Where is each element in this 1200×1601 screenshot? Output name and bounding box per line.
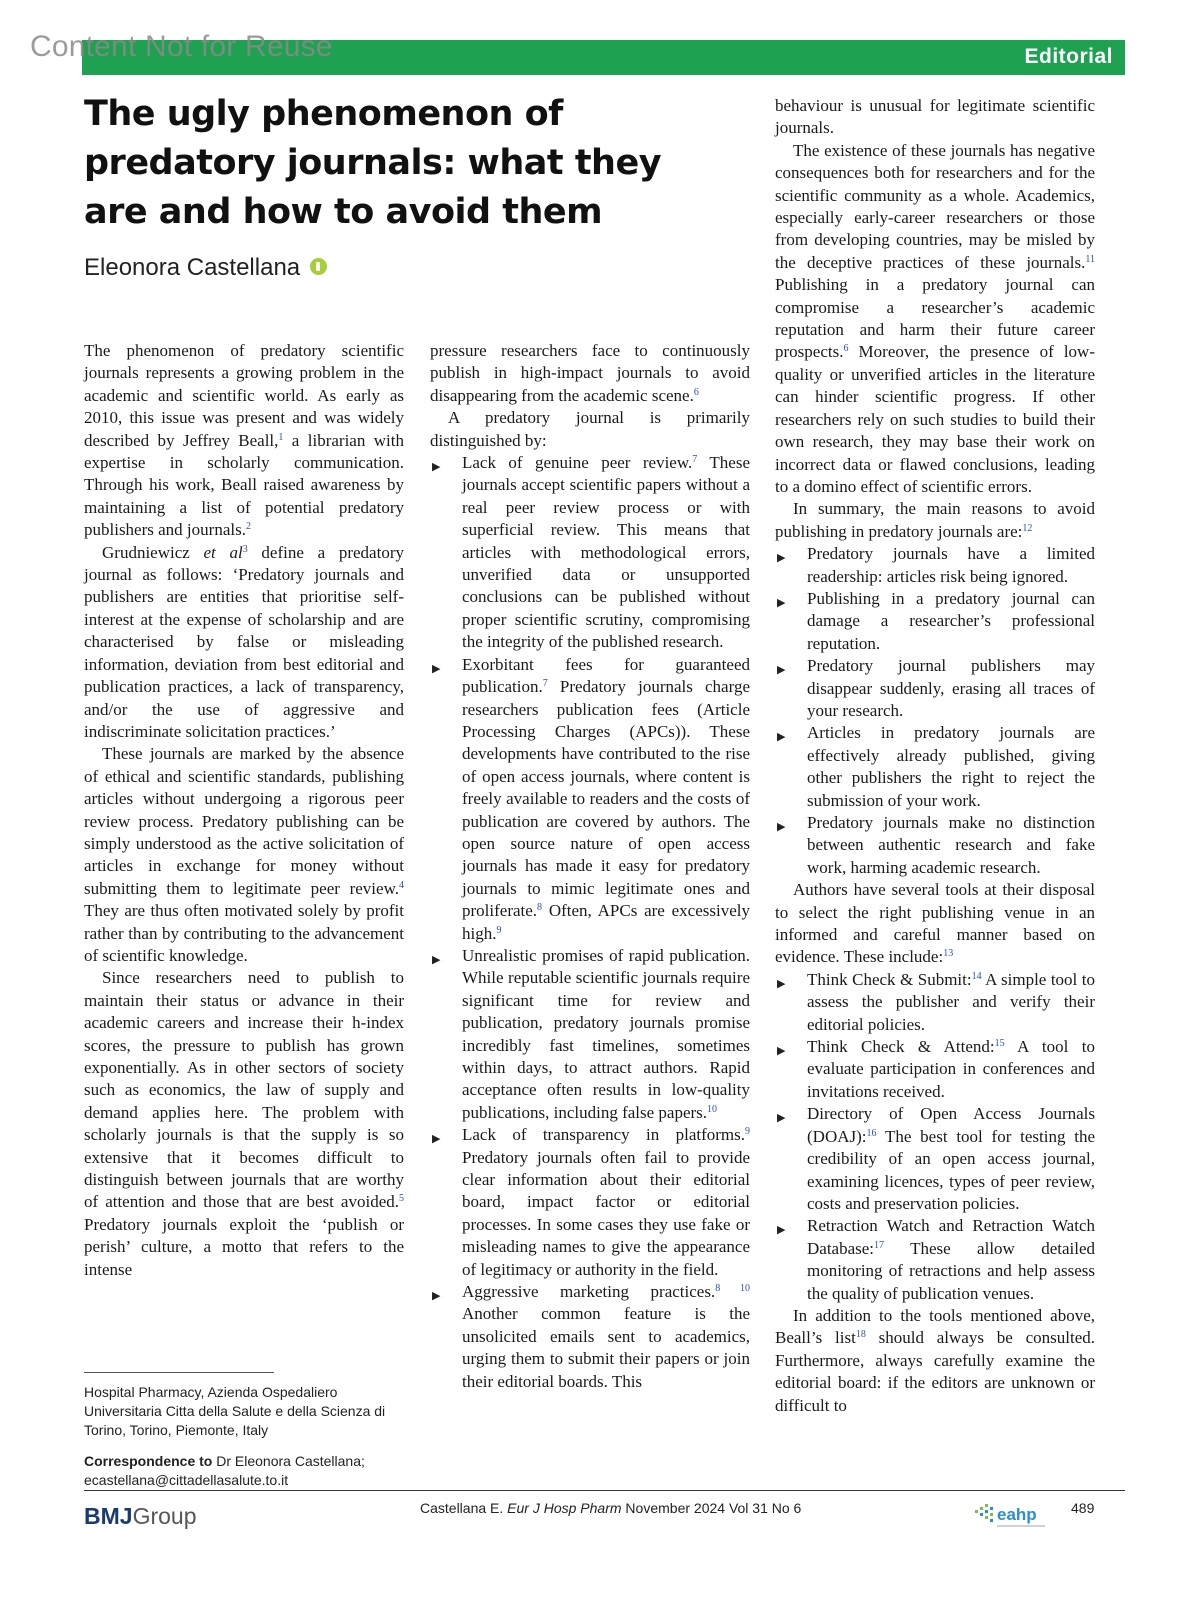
eahp-logo — [975, 1500, 1055, 1532]
ref-link[interactable]: 7 — [692, 454, 698, 466]
paragraph: The existence of these journals has negative consequences both for researchers and for the scientific community as a whole. Academics, especially early-career researchers or those from developing countries, may be misled by the deceptive practices of these journals.$^{11}$ Publishing in a predatory journal can compromise a researcher’s academic reputation and harm their future career prospects.$^6$ Moreover, the presence of low-quality or unverified articles in the literature can hinder scientific progress. If other researchers rely on such studies to build their own research, they may base their work on incorrect data or flawed conclusions, leading to a domino effect of scientific errors. — [775, 140, 1095, 496]
ref-link[interactable]: 6 — [843, 343, 849, 355]
ref-link[interactable]: 8 — [537, 902, 543, 914]
affiliation-block — [84, 1383, 404, 1490]
paragraph: A predatory journal is primarily distinguished by: — [430, 408, 750, 450]
footer-citation: Castellana E. Eur J Hosp Pharm November 2024 Vol 31 No 6 — [420, 1500, 802, 1516]
ref-link[interactable]: 17 — [874, 1239, 885, 1251]
ref-link[interactable]: 9 — [745, 1126, 750, 1138]
eahp-mark-icon — [975, 1504, 993, 1522]
paragraph: Grudniewicz et $al^3$ define a predatory journal as follows: ‘Predatory journals and publishers are entities that prioritise self-interest at the expense of scholarship and are characterised by false or misleading information, deviation from best editorial and publication practices, a lack of transparency, and/or the use of aggressive and indiscriminate solicitation practices.’ — [84, 542, 404, 741]
column-3 — [775, 95, 1095, 1417]
footer-divider — [84, 1490, 1125, 1491]
list-item: ▶ Think Check & Submit:$^{14}$ A simple tool to assess the publisher and verify their editorial policies. — [775, 969, 1095, 1036]
list-item: ▶ Lack of transparency in platforms.$^9$ Predatory journals often fail to provide clear information about their editorial board, impact factor or editorial processes. In some cases they use fake or misleading names to give the appearance of legitimacy or authority in the field. — [430, 1124, 750, 1281]
paragraph: The phenomenon of predatory scientific journals represents a growing problem in the academic and scientific world. As early as 2010, this issue was present and was widely described by Jeffrey Beall,$^1$ a librarian with expertise in scholarly communication. Through his work, Beall raised awareness by maintaining a list of potential predatory publishers and journals.$^2$ — [84, 341, 404, 540]
ref-link[interactable]: 12 — [1022, 522, 1033, 534]
bmj-group-logo: BMJGroup — [84, 1503, 197, 1529]
paragraph: In summary, the main reasons to avoid publishing in predatory journals are:$^{12}$ — [775, 499, 1095, 541]
list-item: ▶ Articles in predatory journals are effectively already published, giving other publishers the right to reject the submission of your work. — [775, 722, 1095, 812]
list-item: ▶ Predatory journals have a limited readership: articles risk being ignored. — [775, 543, 1095, 588]
affiliation-text: Hospital Pharmacy, Azienda Ospedaliero Universitaria Citta della Salute e della Scienza di Torino, Torino, Piemonte, Italy — [84, 1384, 386, 1438]
list-item: ▶ Unrealistic promises of rapid publication. While reputable scientific journals require significant time for review and publication, predatory journals promise incredibly fast timelines, sometimes within days, to attract authors. Rapid acceptance often results in low-quality publications, including false papers.$^{10}$ — [430, 945, 750, 1124]
tools-list — [775, 969, 1095, 1305]
column-1 — [84, 340, 404, 1281]
ref-link[interactable]: 10 — [707, 1103, 718, 1115]
ref-link[interactable]: 14 — [971, 970, 982, 982]
ref-link[interactable]: 16 — [866, 1127, 877, 1139]
page-number: 489 — [1071, 1500, 1095, 1516]
ref-link[interactable]: 11 — [1085, 253, 1095, 265]
ref-link[interactable]: 13 — [943, 948, 954, 960]
affiliation-divider — [84, 1372, 274, 1373]
paragraph: behaviour is unusual for legitimate scientific journals. — [775, 96, 1095, 138]
paragraph: In addition to the tools mentioned above, Beall’s list$^{18}$ should always be consulted. Furthermore, always carefully examine the editorial board: if the editors are unknown or difficult to — [775, 1305, 1096, 1415]
paragraph: Authors have several tools at their disposal to select the right publishing venue in an informed and careful manner based on evidence. These include:$^{13}$ — [775, 880, 1095, 967]
list-item: ▶ Predatory journal publishers may disappear suddenly, erasing all traces of your research. — [775, 655, 1095, 722]
correspondence: Correspondence to Dr Eleonora Castellana; ecastellana@cittadellasalute.to.it — [84, 1453, 365, 1488]
ref-link[interactable]: 15 — [994, 1038, 1005, 1050]
column-2 — [430, 340, 750, 1393]
article-title: The ugly phenomenon of predatory journals: what they are and how to avoid them — [84, 94, 662, 232]
ref-link[interactable]: 4 — [399, 879, 404, 891]
orcid-icon[interactable] — [310, 258, 327, 275]
list-item: ▶ Predatory journals make no distinction between authentic research and fake work, harming academic research. — [775, 812, 1095, 879]
ref-link[interactable]: 6 — [693, 386, 699, 398]
ref-link[interactable]: 2 — [245, 521, 251, 533]
list-item: ▶ Aggressive marketing practices.$^{8 10}$ Another common feature is the unsolicited emails sent to academics, urging them to submit their papers or join their editorial boards. This — [430, 1281, 750, 1393]
author-name: Eleonora Castellana — [84, 254, 301, 281]
list-item: ▶ Think Check & Attend:$^{15}$ A tool to evaluate participation in conferences and invitations received. — [775, 1036, 1095, 1103]
ref-link[interactable]: 1 — [278, 431, 284, 443]
ref-link[interactable]: 5 — [399, 1193, 404, 1205]
list-item: ▶ Lack of genuine peer review.$^7$ These journals accept scientific papers without a real peer review process or with superficial review. This means that articles with methodological errors, unverified data or unsupported conclusions can be published without proper scientific scrutiny, compromising the integrity of the published research. — [430, 452, 750, 654]
watermark: Content Not for Reuse — [30, 30, 333, 63]
list-item: ▶ Publishing in a predatory journal can damage a researcher’s professional reputation. — [775, 588, 1095, 655]
eahp-wordmark: eahp — [997, 1505, 1037, 1524]
list-item: ▶ Retraction Watch and Retraction Watch Database:$^{17}$ These allow detailed monitoring of retractions and help assess the quality of publication venues. — [775, 1215, 1095, 1305]
ref-link[interactable]: 3 — [242, 543, 248, 555]
ref-link[interactable]: 7 — [542, 678, 548, 690]
paragraph: These journals are marked by the absence of ethical and scientific standards, publishing articles without undergoing a rigorous peer review process. Predatory publishing can be simply understood as the active solicitation of articles in exchange for money without submitting them to legitimate peer review.$^4$ They are thus often motivated solely by profit rather than by contributing to the advancement of scientific knowledge. — [84, 744, 404, 965]
paragraph: Since researchers need to publish to maintain their status or advance in their academic careers and increase their h-index scores, the pressure to publish has grown exponentially. As in other sectors of society such as economics, the law of supply and demand applies here. The problem with scholarly journals is that the supply is so extensive that it becomes difficult to distinguish between journals that are worthy of attention and those that are best avoided.$^5$ Predatory journals exploit the ‘publish or perish’ culture, a motto that refers to the intense — [84, 968, 404, 1279]
ref-link[interactable]: 9 — [496, 924, 502, 936]
reasons-list — [775, 543, 1095, 879]
ref-link[interactable]: 18 — [855, 1329, 866, 1341]
list-item: ▶ Exorbitant fees for guaranteed publication.$^7$ Predatory journals charge researchers publication fees (Article Processing Charges (APCs)). These developments have contributed to the rise of open access journals, where content is freely available to readers and the costs of publication are covered by authors. The open source nature of open access journals has made it easy for predatory journals to mimic legitimate ones and proliferate.$^8$ Often, APCs are excessively high.$^9$ — [430, 654, 750, 945]
paragraph: pressure researchers face to continuously publish in high-impact journals to avoid disappearing from the academic scene.$^6$ — [430, 341, 750, 405]
list-item: ▶ Directory of Open Access Journals (DOAJ):$^{16}$ The best tool for testing the credibility of an open access journal, examining licences, types of peer review, costs and preservation policies. — [775, 1103, 1095, 1215]
ref-link[interactable]: 8 10 — [715, 1283, 750, 1295]
feature-list — [430, 452, 750, 1393]
section-label: Editorial — [1024, 45, 1113, 68]
author-line — [84, 254, 327, 282]
